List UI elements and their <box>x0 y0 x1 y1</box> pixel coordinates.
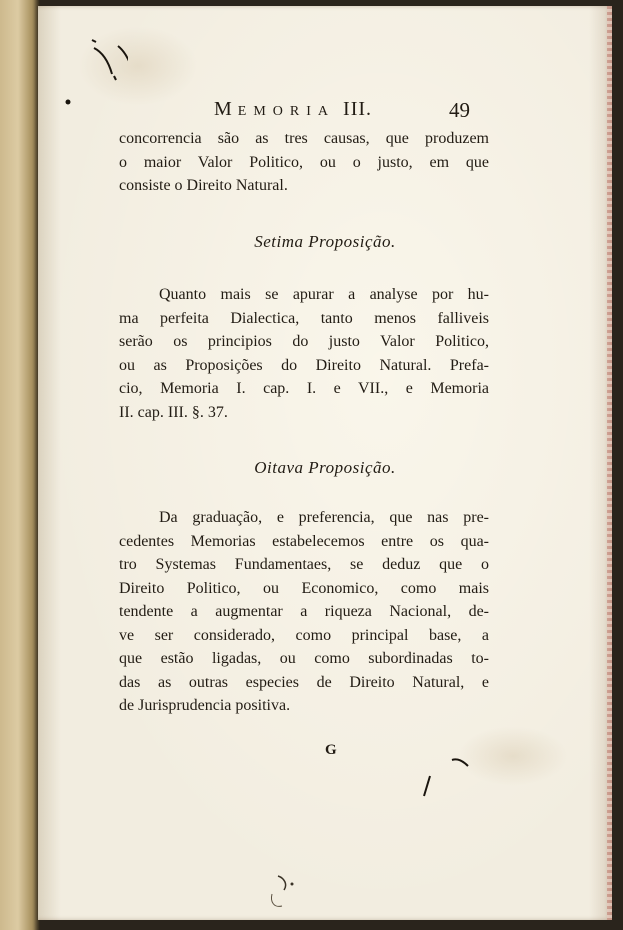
signature-mark: G <box>325 742 337 758</box>
running-title <box>214 98 372 121</box>
text-line: de Jurisprudencia positiva. <box>119 697 291 714</box>
text-line: tro Systemas Fundamentaes, se deduz que o <box>119 556 489 573</box>
text-line: consiste o Direito Natural. <box>119 177 288 194</box>
text-line: serão os principios do justo Valor Politico, <box>119 333 489 350</box>
ink-stroke-icon <box>418 772 438 802</box>
paragraph-setima <box>119 286 489 427</box>
text-line: concorrencia são as tres causas, que produzem <box>119 130 489 147</box>
text-line: ve ser considerado, como principal base, a <box>119 626 489 644</box>
paper-stain <box>458 726 568 786</box>
text-line: ma perfeita Dialectica, tanto menos falliveis <box>119 309 489 327</box>
text-line: Quanto mais se apurar a analyse por hu- <box>159 286 489 303</box>
page-number: 49 <box>449 98 470 122</box>
paragraph-oitava <box>119 509 489 721</box>
ink-mark-icon <box>450 754 474 774</box>
text-line: II. cap. III. §. 37. <box>119 403 228 421</box>
facing-page-edge <box>0 0 40 930</box>
text-line: que estão ligadas, ou como subordinadas to- <box>119 650 489 667</box>
title-number: III. <box>343 98 373 120</box>
book-page <box>38 6 612 920</box>
title-initial: M <box>214 98 238 120</box>
ink-stroke-icon <box>88 44 128 84</box>
text-line: cedentes Memorias estabelecemos entre os qua- <box>119 532 489 550</box>
running-header <box>38 98 612 128</box>
text-line: ou as Proposições do Direito Natural. Prefa- <box>119 356 489 374</box>
text-line: Da graduação, e preferencia, que nas pre- <box>159 509 489 526</box>
text-line: Direito Politico, ou Economico, como mais <box>119 579 489 597</box>
title-rest: EMORIA <box>237 104 336 119</box>
text-line: das as outras especies de Direito Natural, e <box>119 673 489 691</box>
text-line: cio, Memoria I. cap. I. e VII., e Memoria <box>119 380 489 397</box>
section-heading: Setima Proposição. <box>254 232 396 251</box>
text-line: o maior Valor Politico, ou o justo, em que <box>119 153 489 171</box>
paragraph-continuation <box>119 130 489 201</box>
text-line: tendente a augmentar a riqueza Nacional, de- <box>119 603 489 620</box>
faint-scribble-icon <box>258 866 308 916</box>
section-heading: Oitava Proposição. <box>254 458 396 477</box>
